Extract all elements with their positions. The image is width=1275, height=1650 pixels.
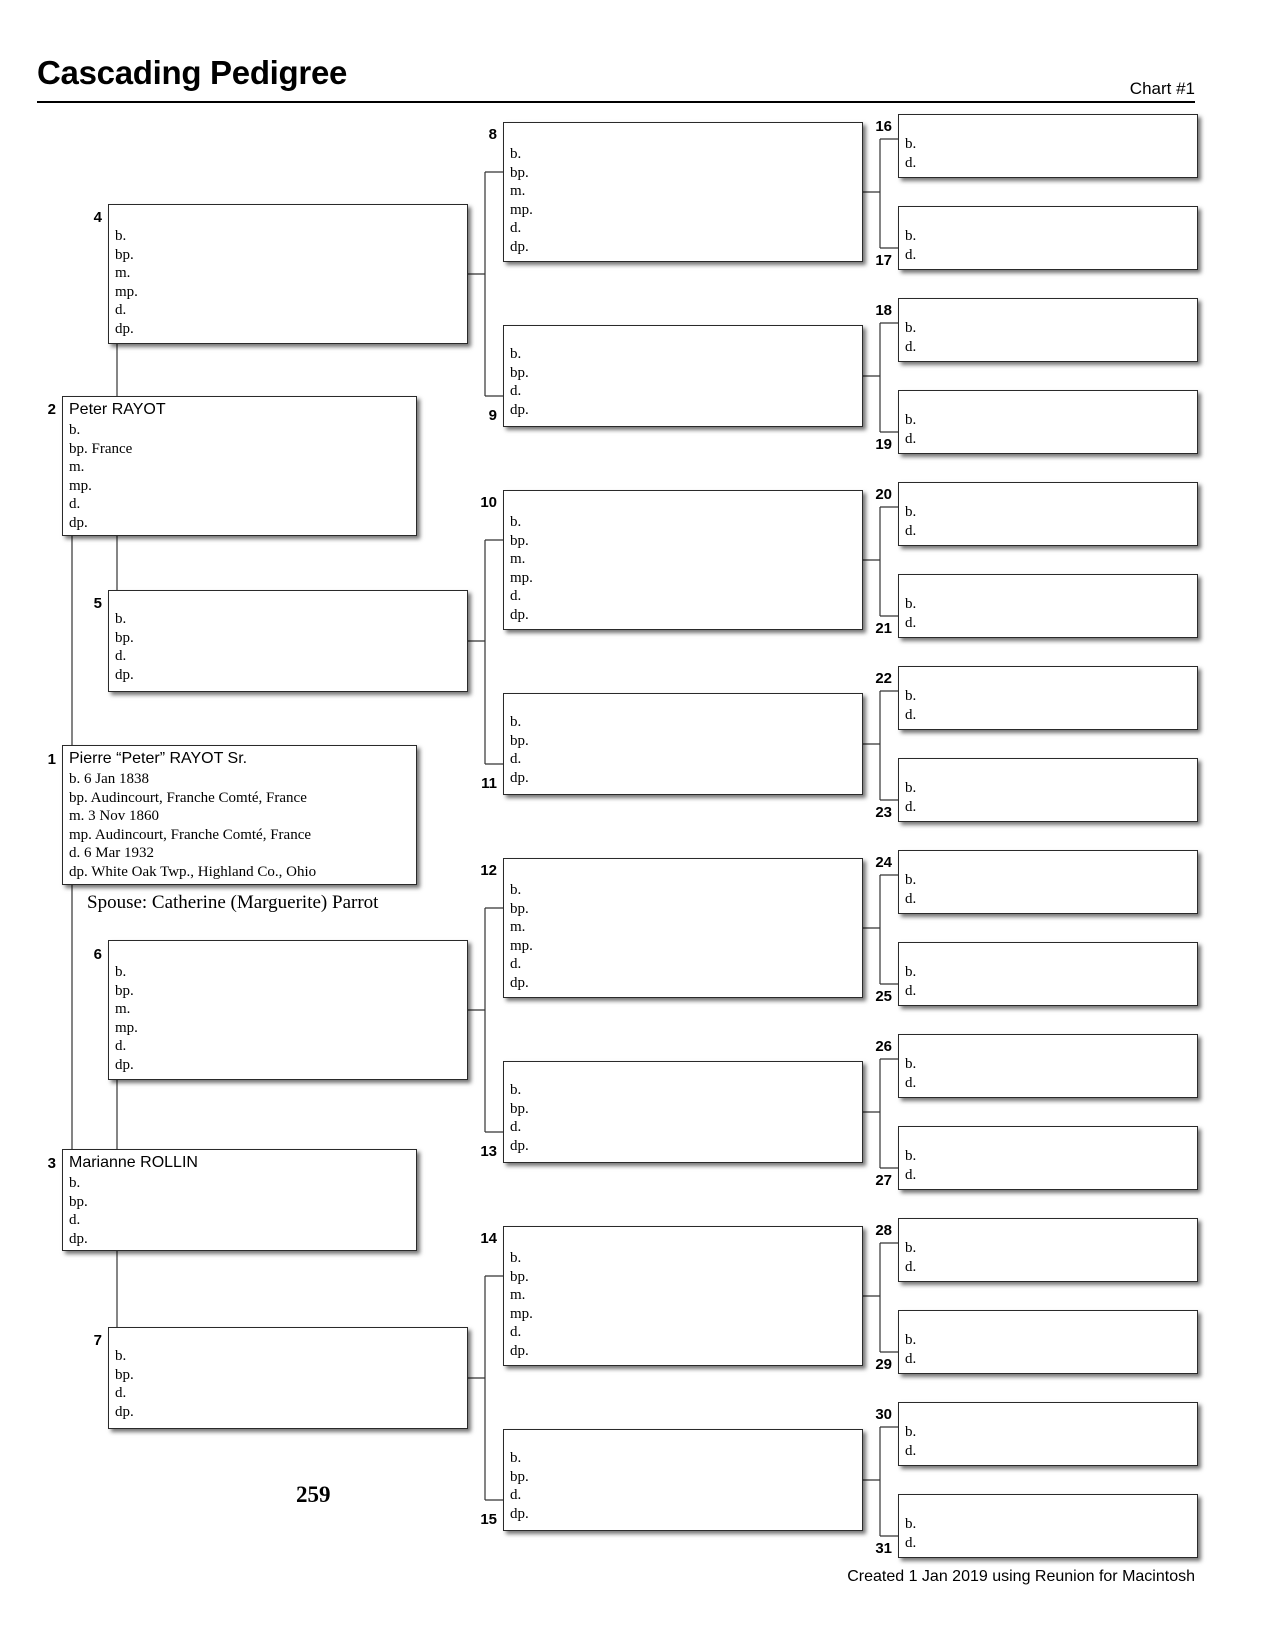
person-detail-line: bp. bbox=[115, 246, 134, 263]
person-number-6: 6 bbox=[93, 946, 102, 963]
person-detail-line: dp. bbox=[510, 974, 529, 991]
person-number-16: 16 bbox=[875, 118, 892, 135]
person-box-4 bbox=[108, 204, 468, 344]
person-box-22 bbox=[898, 666, 1198, 730]
page-number: 259 bbox=[296, 1482, 331, 1507]
person-detail-line: dp. bbox=[115, 1403, 134, 1420]
person-number-24: 24 bbox=[875, 854, 892, 871]
person-number-20: 20 bbox=[875, 486, 892, 503]
person-detail-line: b. bbox=[510, 882, 522, 898]
person-box-12 bbox=[503, 858, 863, 998]
person-detail-line: d. bbox=[905, 890, 917, 907]
person-detail-line: d. 6 Mar 1932 bbox=[69, 845, 154, 862]
person-detail-line: d. bbox=[510, 383, 522, 400]
person-detail-line: dp. bbox=[510, 606, 529, 623]
person-number-26: 26 bbox=[875, 1038, 892, 1055]
person-number-11: 11 bbox=[481, 775, 497, 792]
person-box-23 bbox=[898, 758, 1198, 822]
person-detail-line: d. bbox=[905, 154, 917, 171]
person-detail-line: dp. bbox=[69, 514, 88, 531]
footer-created: Created 1 Jan 2019 using Reunion for Macintosh bbox=[847, 1568, 1195, 1585]
person-detail-line: bp. bbox=[115, 982, 134, 999]
person-number-5: 5 bbox=[93, 595, 102, 612]
person-detail-line: b. bbox=[905, 964, 917, 980]
person-detail-line: d. bbox=[510, 956, 522, 973]
person-detail-line: b. bbox=[510, 146, 522, 162]
person-detail-line: b. 6 Jan 1838 bbox=[69, 771, 149, 787]
person-detail-line: m. bbox=[510, 183, 526, 200]
person-box-8 bbox=[503, 122, 863, 262]
person-detail-line: b. bbox=[905, 1424, 917, 1440]
person-detail-line: d. bbox=[115, 1038, 127, 1055]
person-detail-line: dp. bbox=[510, 769, 529, 786]
person-detail-line: bp. bbox=[510, 732, 529, 749]
person-box-28 bbox=[898, 1218, 1198, 1282]
person-detail-line: b. bbox=[905, 1056, 917, 1072]
person-detail-line: dp. bbox=[510, 1342, 529, 1359]
person-number-12: 12 bbox=[480, 862, 497, 879]
person-detail-line: dp. bbox=[510, 1505, 529, 1522]
person-number-23: 23 bbox=[875, 804, 892, 821]
person-detail-line: d. bbox=[115, 1385, 127, 1402]
person-detail-line: m. bbox=[510, 919, 526, 936]
person-detail-line: d. bbox=[69, 1212, 81, 1229]
person-detail-line: mp. bbox=[510, 937, 533, 954]
person-detail-line: d. bbox=[510, 1119, 522, 1136]
person-box-13 bbox=[503, 1061, 863, 1163]
person-box-15 bbox=[503, 1429, 863, 1531]
person-box-27 bbox=[898, 1126, 1198, 1190]
person-detail-line: dp. bbox=[510, 238, 529, 255]
person-detail-line: b. bbox=[115, 964, 127, 980]
person-number-7: 7 bbox=[93, 1332, 102, 1349]
person-number-1: 1 bbox=[47, 751, 56, 768]
person-detail-line: bp. bbox=[510, 164, 529, 181]
person-detail-line: bp. bbox=[510, 364, 529, 381]
person-detail-line: b. bbox=[115, 611, 127, 627]
person-number-30: 30 bbox=[875, 1406, 892, 1423]
person-box-7 bbox=[108, 1327, 468, 1429]
person-detail-line: d. bbox=[905, 1166, 917, 1183]
person-number-17: 17 bbox=[875, 252, 892, 269]
person-detail-line: b. bbox=[905, 136, 917, 152]
person-detail-line: bp. France bbox=[69, 440, 133, 457]
person-detail-line: b. bbox=[115, 228, 127, 244]
person-detail-line: b. bbox=[905, 688, 917, 704]
person-detail-line: d. bbox=[905, 522, 917, 539]
person-detail-line: b. bbox=[510, 1250, 522, 1266]
person-box-21 bbox=[898, 574, 1198, 638]
person-detail-line: d. bbox=[905, 1442, 917, 1459]
person-number-25: 25 bbox=[875, 988, 892, 1005]
person-detail-line: bp. bbox=[115, 629, 134, 646]
person-detail-line: b. bbox=[69, 1175, 81, 1191]
person-detail-line: b. bbox=[905, 504, 917, 520]
person-box-25 bbox=[898, 942, 1198, 1006]
person-box-29 bbox=[898, 1310, 1198, 1374]
person-number-19: 19 bbox=[875, 436, 892, 453]
spouse-line: Spouse: Catherine (Marguerite) Parrot bbox=[87, 892, 379, 913]
person-detail-line: b. bbox=[905, 1516, 917, 1532]
person-detail-line: mp. Audincourt, Franche Comté, France bbox=[69, 826, 312, 843]
person-detail-line: d. bbox=[510, 588, 522, 605]
person-detail-line: bp. Audincourt, Franche Comté, France bbox=[69, 789, 307, 806]
person-detail-line: b. bbox=[905, 596, 917, 612]
person-number-3: 3 bbox=[47, 1155, 56, 1172]
page-title: Cascading Pedigree bbox=[37, 54, 348, 91]
person-detail-line: bp. bbox=[510, 532, 529, 549]
person-detail-line: b. bbox=[905, 1332, 917, 1348]
person-detail-line: dp. bbox=[115, 666, 134, 683]
person-box-19 bbox=[898, 390, 1198, 454]
person-detail-line: d. bbox=[510, 1487, 522, 1504]
person-detail-line: mp. bbox=[115, 1019, 138, 1036]
person-detail-line: d. bbox=[905, 798, 917, 815]
person-detail-line: bp. bbox=[115, 1366, 134, 1383]
person-box-1 bbox=[62, 745, 417, 885]
person-detail-line: mp. bbox=[510, 1305, 533, 1322]
person-detail-line: d. bbox=[510, 220, 522, 237]
person-detail-line: b. bbox=[510, 346, 522, 362]
person-detail-line: d. bbox=[69, 496, 81, 513]
person-detail-line: b. bbox=[510, 1450, 522, 1466]
person-detail-line: b. bbox=[905, 320, 917, 336]
person-box-2 bbox=[62, 396, 417, 536]
person-detail-line: d. bbox=[905, 1258, 917, 1275]
person-detail-line: b. bbox=[510, 514, 522, 530]
person-detail-line: mp. bbox=[510, 201, 533, 218]
person-detail-line: dp. bbox=[115, 1056, 134, 1073]
person-detail-line: dp. bbox=[510, 1137, 529, 1154]
person-box-17 bbox=[898, 206, 1198, 270]
person-number-9: 9 bbox=[488, 407, 497, 424]
person-detail-line: bp. bbox=[510, 1100, 529, 1117]
person-detail-line: d. bbox=[115, 302, 127, 319]
person-detail-line: d. bbox=[905, 246, 917, 263]
person-detail-line: b. bbox=[905, 780, 917, 796]
person-detail-line: d. bbox=[905, 1350, 917, 1367]
person-detail-line: dp. bbox=[510, 401, 529, 418]
person-number-27: 27 bbox=[875, 1172, 892, 1189]
person-detail-line: b. bbox=[69, 422, 81, 438]
person-box-6 bbox=[108, 940, 468, 1080]
person-box-16 bbox=[898, 114, 1198, 178]
person-detail-line: b. bbox=[905, 228, 917, 244]
person-detail-line: m. bbox=[69, 459, 85, 476]
person-detail-line: d. bbox=[905, 614, 917, 631]
person-number-4: 4 bbox=[93, 209, 102, 226]
person-detail-line: d. bbox=[905, 1074, 917, 1091]
person-detail-line: b. bbox=[905, 412, 917, 428]
person-detail-line: d. bbox=[115, 648, 127, 665]
person-detail-line: m. bbox=[115, 1001, 131, 1018]
person-number-31: 31 bbox=[875, 1540, 892, 1557]
person-detail-line: dp. White Oak Twp., Highland Co., Ohio bbox=[69, 863, 317, 880]
person-detail-line: b. bbox=[905, 1148, 917, 1164]
person-detail-line: d. bbox=[510, 751, 522, 768]
person-number-14: 14 bbox=[480, 1230, 497, 1247]
person-number-8: 8 bbox=[488, 126, 497, 143]
person-detail-line: dp. bbox=[69, 1230, 88, 1247]
person-detail-line: mp. bbox=[115, 283, 138, 300]
person-detail-line: m. bbox=[510, 551, 526, 568]
person-number-18: 18 bbox=[875, 302, 892, 319]
person-detail-line: dp. bbox=[115, 320, 134, 337]
person-box-20 bbox=[898, 482, 1198, 546]
person-box-24 bbox=[898, 850, 1198, 914]
person-detail-line: d. bbox=[905, 430, 917, 447]
person-name: Peter RAYOT bbox=[69, 401, 166, 418]
person-detail-line: mp. bbox=[69, 477, 92, 494]
person-box-9 bbox=[503, 325, 863, 427]
person-box-14 bbox=[503, 1226, 863, 1366]
person-number-22: 22 bbox=[875, 670, 892, 687]
person-detail-line: b. bbox=[115, 1348, 127, 1364]
person-name: Marianne ROLLIN bbox=[69, 1154, 198, 1171]
person-detail-line: b. bbox=[905, 872, 917, 888]
person-detail-line: d. bbox=[905, 338, 917, 355]
person-number-21: 21 bbox=[875, 620, 892, 637]
person-number-10: 10 bbox=[480, 494, 497, 511]
person-number-29: 29 bbox=[875, 1356, 892, 1373]
person-detail-line: d. bbox=[905, 982, 917, 999]
person-detail-line: bp. bbox=[510, 900, 529, 917]
person-number-15: 15 bbox=[480, 1511, 497, 1528]
person-detail-line: m. 3 Nov 1860 bbox=[69, 808, 159, 825]
person-box-31 bbox=[898, 1494, 1198, 1558]
person-detail-line: m. bbox=[510, 1287, 526, 1304]
person-number-2: 2 bbox=[47, 401, 56, 418]
person-number-28: 28 bbox=[875, 1222, 892, 1239]
person-box-5 bbox=[108, 590, 468, 692]
person-detail-line: b. bbox=[510, 1082, 522, 1098]
person-detail-line: d. bbox=[905, 706, 917, 723]
person-detail-line: d. bbox=[510, 1324, 522, 1341]
person-box-3 bbox=[62, 1149, 417, 1251]
person-box-11 bbox=[503, 693, 863, 795]
person-name: Pierre “Peter” RAYOT Sr. bbox=[69, 750, 248, 767]
person-number-13: 13 bbox=[480, 1143, 497, 1160]
chart-number: Chart #1 bbox=[1129, 79, 1195, 98]
person-detail-line: bp. bbox=[510, 1468, 529, 1485]
person-detail-line: b. bbox=[510, 714, 522, 730]
person-detail-line: b. bbox=[905, 1240, 917, 1256]
person-box-26 bbox=[898, 1034, 1198, 1098]
person-detail-line: m. bbox=[115, 265, 131, 282]
person-box-18 bbox=[898, 298, 1198, 362]
person-detail-line: bp. bbox=[69, 1193, 88, 1210]
person-detail-line: mp. bbox=[510, 569, 533, 586]
person-detail-line: bp. bbox=[510, 1268, 529, 1285]
person-box-10 bbox=[503, 490, 863, 630]
person-box-30 bbox=[898, 1402, 1198, 1466]
person-detail-line: d. bbox=[905, 1534, 917, 1551]
